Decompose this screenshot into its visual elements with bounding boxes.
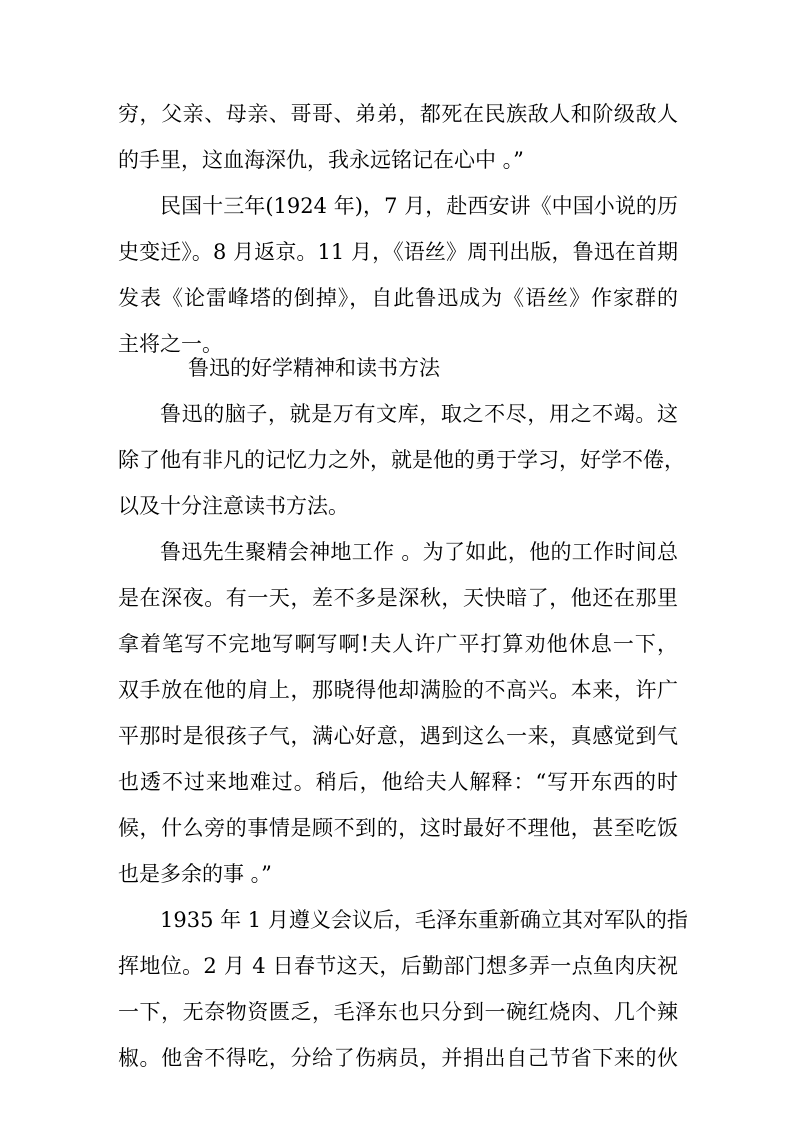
paragraph-line: 双手放在他的肩上，那晓得他却满脸的不高兴。本来，许广 [118,678,678,702]
paragraph-line: 民国十三年(1924 年)，7 月，赴西安讲《中国小说的历 [160,194,678,218]
paragraph-line: 拿着笔写不完地写啊写啊!夫人许广平打算劝他休息一下， [118,632,678,656]
paragraph-line: 挥地位。2 月 4 日春节这天，后勤部门想多弄一点鱼肉庆祝 [118,954,678,978]
paragraph-line: 1935 年 1 月遵义会议后，毛泽东重新确立其对军队的指 [160,908,688,932]
paragraph-line: 椒。他舍不得吃，分给了伤病员，并捐出自己节省下来的伙 [118,1046,678,1070]
paragraph-line: 以及十分注意读书方法。 [118,494,349,518]
paragraph-line: 发表《论雷峰塔的倒掉》，自此鲁迅成为《语丝》作家群的 [118,286,678,310]
paragraph-line: 一下，无奈物资匮乏，毛泽东也只分到一碗红烧肉、几个辣 [118,1000,678,1024]
paragraph-line: 除了他有非凡的记忆力之外，就是他的勇于学习，好学不倦， [118,448,685,472]
paragraph-line: 穷，父亲、母亲、哥哥、弟弟，都死在民族敌人和阶级敌人 [118,102,678,126]
paragraph-line: 平那时是很孩子气，满心好意，遇到这么一来，真感觉到气 [118,724,678,748]
section-heading: 鲁迅的好学精神和读书方法 [188,356,440,380]
paragraph-line: 也是多余的事 。” [118,862,272,886]
paragraph-line: 候，什么旁的事情是顾不到的，这时最好不理他，甚至吃饭 [118,816,678,840]
paragraph-line: 是在深夜。有一天，差不多是深秋，天快暗了，他还在那里 [118,586,678,610]
paragraph-line: 鲁迅的脑子，就是万有文库，取之不尽，用之不竭。这 [160,402,678,426]
paragraph-line: 也透不过来地难过。稍后，他给夫人解释：“写开东西的时 [118,770,678,794]
paragraph-line: 史变迁》。8 月返京。11 月，《语丝》周刊出版，鲁迅在首期 [118,240,678,264]
paragraph-line: 主将之一。 [118,332,223,356]
paragraph-line: 的手里，这血海深仇，我永远铭记在心中 。” [118,148,524,172]
paragraph-line: 鲁迅先生聚精会神地工作 。为了如此，他的工作时间总 [160,540,678,564]
